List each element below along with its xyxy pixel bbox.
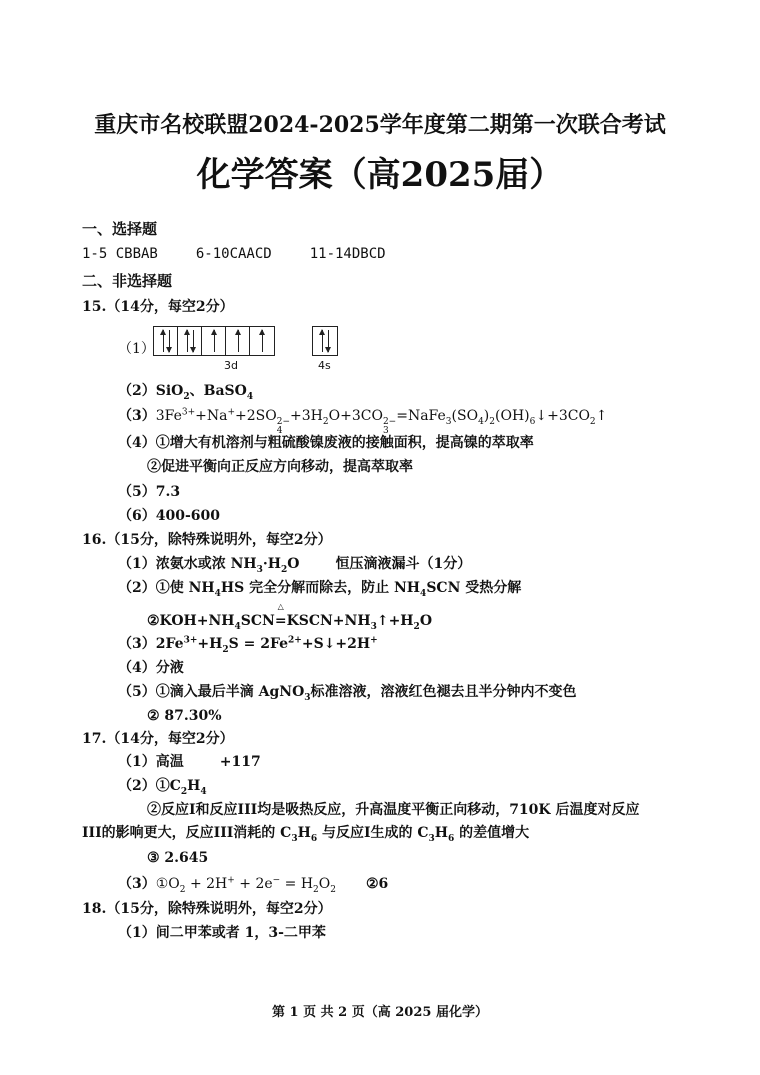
orbital-box [313,327,337,355]
q16-p1: （1）浓氨水或浓 $NH_3\cdot H_2O$ 恒压滴液漏斗（1分） [118,556,472,575]
q17-p3: $(3)①O_2 + 2H^+ + 2e^- = H_2O_2$ ②6 [118,875,389,895]
q15-p3-equation: $(3)3Fe^{3+}+Na^++2SO$ 2− 4 $+3H_2O+3CO$ 2− 3 $=NaFe_3(SO_4)_2(OH)_6↓+3CO_2↑$ [118,407,608,436]
q16-p5-line1: （5）①滴入最后半滴 AgNO$_3$标准溶液，溶液红色褪去且半分钟内不变色 [118,684,577,703]
q16-p4: （4）分液 [118,660,184,676]
q18-p1: （1）间二甲苯或者 1，3-二甲苯 [118,925,326,941]
q17-heading: 17.（14分，每空2分） [82,731,234,747]
orbital-3d-label: 3d [224,359,238,372]
orbital-box [202,327,226,355]
orbital-diagram-4s [312,326,338,356]
section2-heading: 二、非选择题 [82,272,173,290]
q17-p2-line2: ②反应I和反应III均是吸热反应，升高温度平衡正向移动，710K 后温度对反应 [147,802,640,818]
q17-p2-line3: III的影响更大，反应III消耗的 $C_3H_6$ 与反应I生成的 $C_3H_6$ 的差值增大 [82,825,530,844]
q16-heading: 16.（15分，除特殊说明外，每空2分） [82,532,332,548]
orbital-4s-label: 4s [318,359,331,372]
answers-1-5: 1-5 CBBAB [82,246,158,262]
q15-p4-line2: ②促进平衡向正反应方向移动，提高萃取率 [147,459,413,475]
q15-p6: （6）400-600 [118,508,221,524]
answer-title: 化学答案（高2025届） [196,155,564,195]
orbital-box [250,327,274,355]
page-footer: 第 1 页 共 2 页（高 2025 届化学） [272,1005,488,1020]
exam-title: 重庆市名校联盟2024-2025学年度第二期第一次联合考试 [94,112,666,138]
q17-p2-line1: $(2)①C_2H_4$ [118,778,207,797]
q16-p2-line1: （2）①使 $NH_4HS$ 完全分解而除去，防止 $NH_4SCN$ 受热分解 [118,580,522,599]
section1-heading: 一、选择题 [82,220,158,238]
orbital-box [154,327,178,355]
q17-p2-line4: ③ 2.645 [147,850,209,866]
q17-p1: （1）高温 +117 [118,754,261,770]
answers-6-10: 6-10CAACD [195,246,272,262]
q15-p1-label: （1） [118,341,155,357]
orbital-box [226,327,250,355]
orbital-diagram-3d [153,326,275,356]
q15-p4-line1: （4）①增大有机溶剂与粗硫酸镍废液的接触面积，提高镍的萃取率 [118,435,534,451]
q15-p2: （2）SiO$_2$、BaSO$_4$ [118,383,254,402]
q15-heading: 15.（14分，每空2分） [82,299,234,315]
q16-p2-line2: $②KOH+NH_4SCN\triangle$ $=KSCN+NH_3↑+H_2O$ [147,612,432,630]
q18-heading: 18.（15分，除特殊说明外，每空2分） [82,901,332,917]
q15-p5: （5）7.3 [118,484,181,500]
q16-p3: $(3)2Fe^{3+}+H_2S$ = $2Fe^{2+}+S↓+2H^+$ [118,635,378,655]
choice-answers [82,245,386,263]
answers-11-14: 11-14DBCD [309,246,386,262]
orbital-box [178,327,202,355]
q16-p5-line2: ② 87.30% [147,708,222,724]
